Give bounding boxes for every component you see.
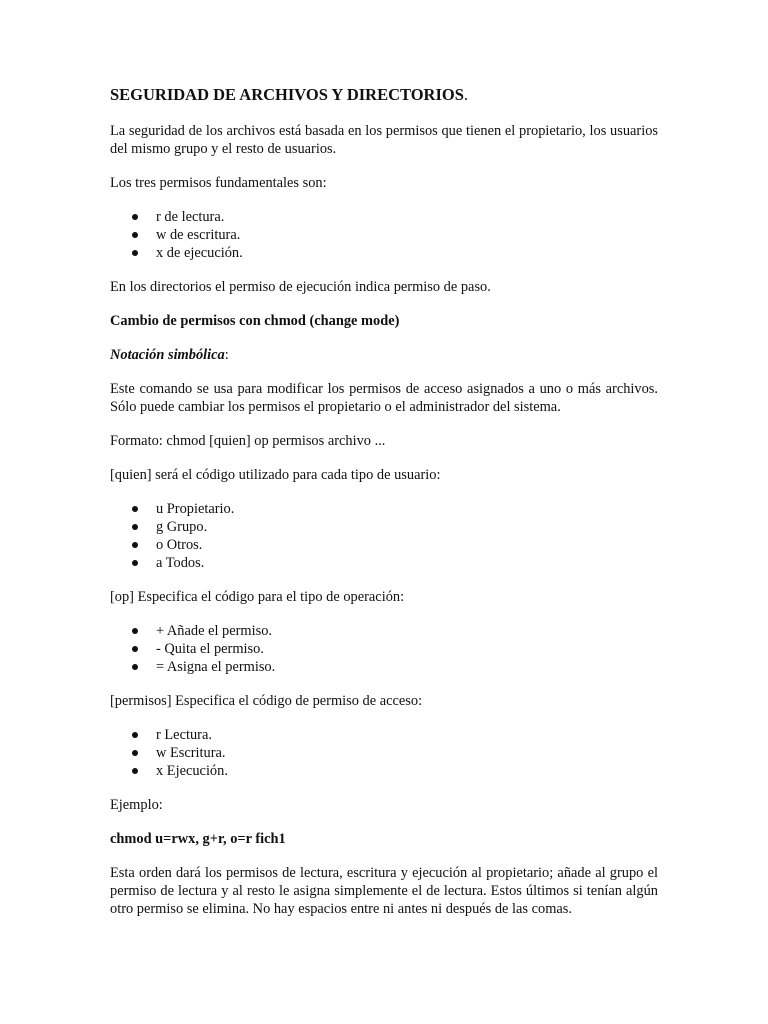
bullet-icon bbox=[132, 506, 138, 512]
symbolic-notation-colon: : bbox=[224, 347, 229, 363]
directories-paragraph: En los directorios el permiso de ejecución indica permiso de paso. bbox=[110, 279, 491, 295]
bullet-icon bbox=[132, 560, 138, 566]
bullet-icon bbox=[132, 232, 138, 238]
document-page bbox=[110, 84, 658, 934]
bullet-icon bbox=[132, 214, 138, 220]
fundamental-permissions-list bbox=[110, 208, 658, 262]
list-item: a Todos. bbox=[110, 554, 658, 572]
explanation-paragraph: Esta orden dará los permisos de lectura, escritura y ejecución al propietario; añade al grupo el permiso de lectura y al resto le asigna simplemente el de lectura. Estos últimos si tenían algún otro permiso se elimina. No hay espacios entre ni antes ni después de las comas. bbox=[110, 865, 658, 917]
title-period: . bbox=[463, 85, 469, 104]
list-item: w de escritura. bbox=[110, 226, 658, 244]
bullet-icon bbox=[132, 646, 138, 652]
example-command: chmod u=rwx, g+r, o=r fich1 bbox=[110, 831, 286, 847]
format-paragraph: Formato: chmod [quien] op permisos archivo ... bbox=[110, 433, 386, 449]
symbolic-notation-text: Notación simbólica bbox=[110, 347, 225, 363]
bullet-icon bbox=[132, 664, 138, 670]
quien-list bbox=[110, 500, 658, 572]
quien-paragraph: [quien] será el código utilizado para cada tipo de usuario: bbox=[110, 467, 441, 483]
list-item: r Lectura. bbox=[110, 726, 658, 744]
op-paragraph: [op] Especifica el código para el tipo de operación: bbox=[110, 589, 405, 605]
permisos-list bbox=[110, 726, 658, 780]
bullet-icon bbox=[132, 628, 138, 634]
bullet-icon bbox=[132, 750, 138, 756]
bullet-icon bbox=[132, 768, 138, 774]
command-paragraph: Este comando se usa para modificar los permisos de acceso asignados a uno o más archivos. Sólo puede cambiar los permisos el propietario o el administrador del sistema. bbox=[110, 381, 658, 415]
list-item: u Propietario. bbox=[110, 500, 658, 518]
example-label: Ejemplo: bbox=[110, 797, 163, 813]
permisos-paragraph: [permisos] Especifica el código de permiso de acceso: bbox=[110, 693, 423, 709]
list-item: = Asigna el permiso. bbox=[110, 658, 658, 676]
list-item: x Ejecución. bbox=[110, 762, 658, 780]
list-item: - Quita el permiso. bbox=[110, 640, 658, 658]
list-item: + Añade el permiso. bbox=[110, 622, 658, 640]
bullet-icon bbox=[132, 524, 138, 530]
list-item: g Grupo. bbox=[110, 518, 658, 536]
bullet-icon bbox=[132, 250, 138, 256]
list-item: o Otros. bbox=[110, 536, 658, 554]
list-item: x de ejecución. bbox=[110, 244, 658, 262]
intro-paragraph: La seguridad de los archivos está basada en los permisos que tienen el propietario, los usuarios del mismo grupo y el resto de usuarios. bbox=[110, 123, 658, 157]
fundamental-permissions-intro: Los tres permisos fundamentales son: bbox=[110, 175, 327, 191]
list-item: w Escritura. bbox=[110, 744, 658, 762]
symbolic-notation-heading bbox=[110, 346, 658, 364]
chmod-heading: Cambio de permisos con chmod (change mode) bbox=[110, 313, 400, 329]
op-list bbox=[110, 622, 658, 676]
list-item: r de lectura. bbox=[110, 208, 658, 226]
document-title bbox=[110, 84, 658, 106]
title-text: SEGURIDAD DE ARCHIVOS Y DIRECTORIOS bbox=[110, 85, 464, 104]
bullet-icon bbox=[132, 542, 138, 548]
bullet-icon bbox=[132, 732, 138, 738]
